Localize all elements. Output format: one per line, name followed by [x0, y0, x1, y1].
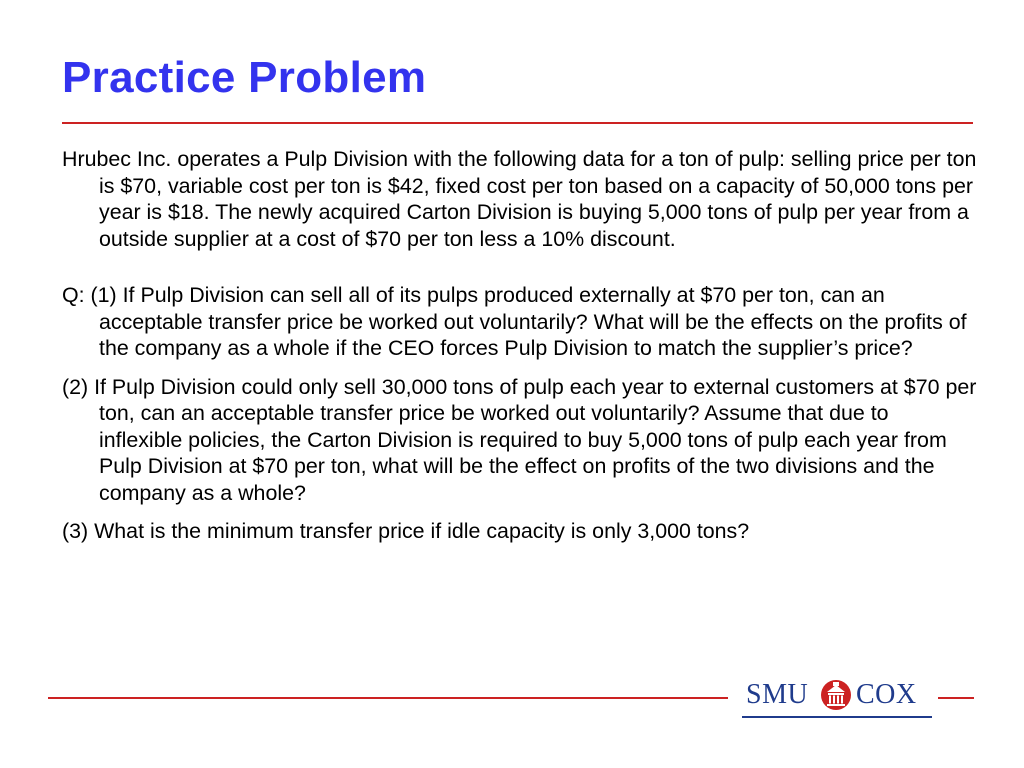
question-2: (2) If Pulp Division could only sell 30,000 tons of pulp each year to external customers at $70 per ton, can an acceptable transfer price be worked out voluntarily? Assume that due to inflexible policies, the Carton Division is required to buy 5,000 tons of pulp each year from Pulp Division at $70 per ton, what will be the effect on profits of the two divisions and the company as a whole? — [62, 374, 977, 505]
smu-seal-icon — [820, 679, 852, 711]
intro-paragraph: Hrubec Inc. operates a Pulp Division with the following data for a ton of pulp: selling price per ton is $70, variable cost per ton is $42, fixed cost per ton based on a capacity of 50,000 tons per year is $18. The newly acquired Carton Division is buying 5,000 tons of pulp per year from a outside supplier at a cost of $70 per ton less a 10% discount. — [62, 147, 977, 251]
question-1: Q: (1) If Pulp Division can sell all of its pulps produced externally at $70 per ton, can an acceptable transfer price be worked out voluntarily? What will be the effects on the profits of the company as a whole if the CEO forces Pulp Division to match the supplier’s price? — [62, 283, 967, 360]
footer-divider-left — [48, 697, 728, 699]
smu-cox-logo — [742, 676, 932, 718]
logo-cox-text: COX — [856, 679, 917, 710]
slide-body — [62, 146, 977, 545]
logo-underline — [742, 716, 932, 718]
title-divider — [62, 122, 973, 124]
footer-divider-right — [938, 697, 974, 699]
logo-smu-text: SMU — [746, 679, 809, 710]
slide-title: Practice Problem — [62, 53, 427, 102]
question-3: (3) What is the minimum transfer price if idle capacity is only 3,000 tons? — [62, 519, 750, 543]
